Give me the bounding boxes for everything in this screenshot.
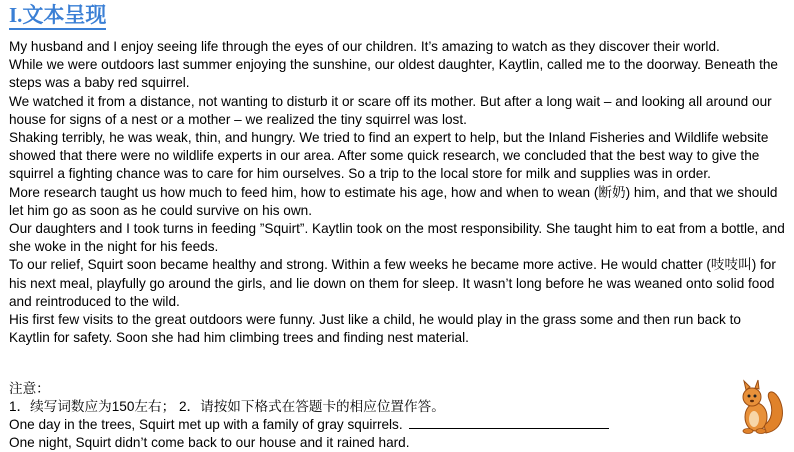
notes-label: 注意：: [9, 381, 50, 396]
notes-section: [9, 380, 609, 452]
article-text: [9, 38, 785, 347]
continuation-text-2: One night, Squirt didn’t come back to our house and it rained hard.: [9, 435, 410, 450]
answer-blank: [409, 416, 609, 429]
paragraph: More research taught us how much to feed him, how to estimate his age, how and when to wean (断奶) him, and that we should let him go as soon as he could survive on his own.: [9, 184, 778, 218]
paragraph: We watched it from a distance, not wanting to disturb it or scare off its mother. But after a long wait – and looking all around our house for signs of a nest or a mother – we realized the tiny squirrel was lost.: [9, 93, 772, 127]
continuation-line-2: [9, 434, 609, 452]
paragraph: Shaking terribly, he was weak, thin, and hungry. We tried to find an expert to help, but the Inland Fisheries and Wildlife website showed that there were no wildlife experts in our area. After some quick research, we concluded that the best way to give the squirrel a fighting chance was to care for him ourselves. So a trip to the local store for milk and supplies was in order.: [9, 130, 769, 182]
continuation-text-1: One day in the trees, Squirt met up with a family of gray squirrels.: [9, 417, 403, 432]
paragraph: To our relief, Squirt soon became healthy and strong. Within a few weeks he became more active. He would chatter (吱吱叫) for his next meal, playfully go around the girls, and lie down on them for sleep. It wasn’t long before he was weaned onto solid food and reintroduced to the wild.: [9, 257, 776, 309]
continuation-line-1: [9, 416, 609, 434]
paragraph: While we were outdoors last summer enjoying the sunshine, our oldest daughter, Kaytlin, called me to the doorway. Beneath the steps was a baby red squirrel.: [9, 57, 778, 91]
paragraph: My husband and I enjoy seeing life through the eyes of our children. It’s amazing to watch as they discover their world.: [9, 39, 720, 54]
notes-instruction: 1．续写词数应为150左右； 2．请按如下格式在答题卡的相应位置作答。: [9, 399, 445, 414]
paragraph: Our daughters and I took turns in feeding ”Squirt”. Kaytlin took on the most responsibility. She taught him to eat from a bottle, and she woke in the night for his feeds.: [9, 221, 785, 255]
section-title: I.文本呈现: [9, 2, 106, 30]
squirrel-illustration: [736, 375, 786, 437]
paragraph: His first few visits to the great outdoors were funny. Just like a child, he would play in the grass some and then run back to Kaytlin for safety. Soon she had him climbing trees and finding nest material.: [9, 312, 741, 346]
